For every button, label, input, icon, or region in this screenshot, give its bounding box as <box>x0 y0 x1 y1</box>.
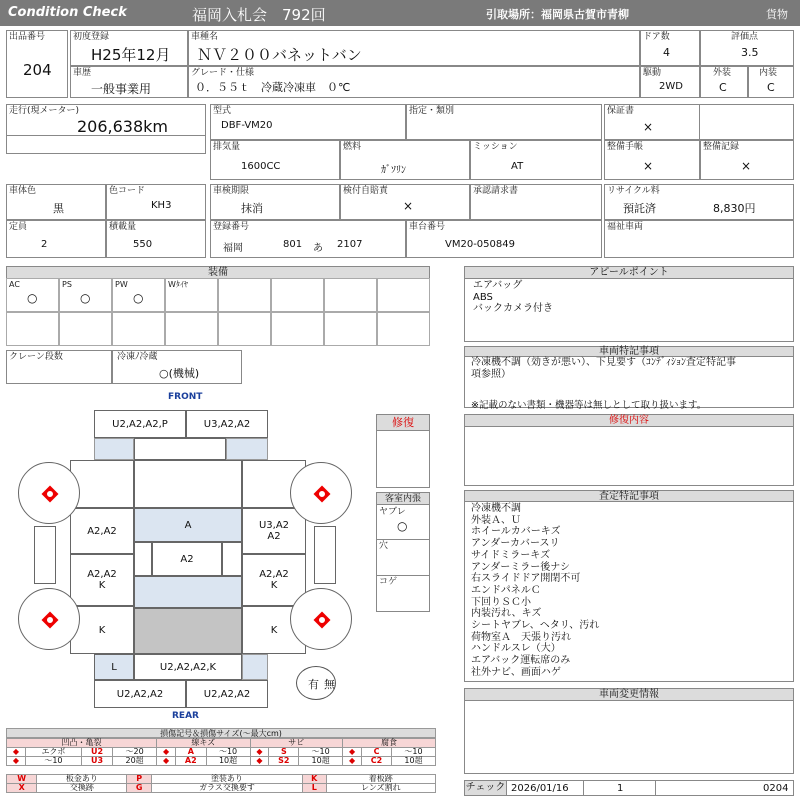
doors-value: 4 <box>663 46 670 59</box>
chassis-label: 車台番号 <box>409 222 446 232</box>
equipment-cell <box>59 312 112 346</box>
mission-value: AT <box>511 161 524 172</box>
legend-code-desc: 交換跡 <box>37 784 127 793</box>
special-title: 車両特記事項 <box>465 347 793 357</box>
panel-roof-side-right <box>222 542 242 576</box>
legend-code: W <box>7 775 37 784</box>
crane-label: クレーン段数 <box>9 352 63 362</box>
legend-group-name: サビ <box>250 739 343 748</box>
assessment-line: エンドパネルＣ <box>471 584 541 596</box>
assessment-list <box>471 503 599 679</box>
appeal-box <box>464 266 794 342</box>
color-code-value: KH3 <box>151 200 172 211</box>
assessment-line: 荷物室Ａ 天張り汚れ <box>471 631 571 643</box>
legend-code: K <box>302 775 326 784</box>
legend-code-desc: 着板跡 <box>326 775 435 784</box>
panel-right-front-door: U3,A2 A2 <box>242 508 306 554</box>
header-bar <box>0 0 800 26</box>
color-code-box <box>106 184 206 220</box>
crane-box <box>6 350 112 384</box>
wheel-marker-icon <box>314 612 331 629</box>
legend-code: S <box>269 748 299 757</box>
record-box <box>700 140 794 180</box>
appeal-list <box>473 280 553 315</box>
legend-group-name: 線キズ <box>157 739 250 748</box>
mileage-box <box>6 104 206 154</box>
welfare-label: 福祉車両 <box>607 222 644 232</box>
cabin-koge-label: コゲ <box>379 577 398 587</box>
drive-box <box>640 66 700 98</box>
assessment-line: エアバック運転席のみ <box>471 655 571 667</box>
mission-label: ミッション <box>473 142 518 152</box>
equipment-cell <box>59 278 112 312</box>
equipment-cell <box>271 278 324 312</box>
first-reg-box <box>70 30 188 66</box>
history-label: 車歴 <box>73 68 92 78</box>
repair-label: 修復 <box>377 415 429 431</box>
history-value: 一般事業用 <box>91 82 152 96</box>
panel-front-lamp-left <box>94 438 134 460</box>
exterior-label: 外装 <box>713 68 732 78</box>
panel-rear-lower-right: U2,A2,A2 <box>186 680 268 708</box>
panel-rear-glass <box>134 576 242 608</box>
grade-box <box>188 66 640 98</box>
recycle-status: 預託済 <box>623 202 656 215</box>
mileage-label: 走行(現メーター) <box>9 106 80 116</box>
equipment-cell <box>112 312 165 346</box>
legend-code: C <box>362 748 392 757</box>
score-value: 3.5 <box>741 46 759 59</box>
repair-box <box>376 414 430 488</box>
special-list <box>471 357 736 380</box>
equipment-cell <box>165 278 218 312</box>
equipment-item-value: ○ <box>80 291 91 305</box>
car-name-value: ＮＶ２００バネットバン <box>197 46 362 64</box>
special-line: 冷凍機不調（効きが悪い）、下見要す（ｺﾝﾃﾞｨｼｮﾝ査定特記事 <box>471 357 736 368</box>
equipment-item-value: ○ <box>133 291 144 305</box>
check-divider-2 <box>655 781 656 795</box>
mission-box <box>470 140 602 180</box>
legend-size: 〜10 <box>299 748 343 757</box>
legend-code-desc: レンズ割れ <box>326 784 435 793</box>
drive-label: 駆動 <box>643 68 662 78</box>
insurance-label: 検付自賠責 <box>343 186 389 196</box>
legend-code: U3 <box>81 757 112 766</box>
legend-code: X <box>7 784 37 793</box>
equipment-item-label: PW <box>115 280 128 289</box>
chassis-box <box>406 220 602 258</box>
legend-code-desc: ガラス交換要す <box>151 784 302 793</box>
legend-marker-icon: ◆ <box>250 757 269 766</box>
lot-label: 出品番号 <box>9 32 46 42</box>
legend-group-name: 凹凸・亀裂 <box>7 739 157 748</box>
legend-code: U2 <box>81 748 112 757</box>
wheel-marker-icon <box>42 612 59 629</box>
legend-code: P <box>127 775 152 784</box>
insurance-box <box>340 184 470 220</box>
legend-code: S2 <box>269 757 299 766</box>
change-info-box <box>464 688 794 774</box>
rear-label: REAR <box>172 711 199 721</box>
legend-marker-icon: ◆ <box>7 748 26 757</box>
capacity-label: 定員 <box>9 222 28 232</box>
inspection-value: 抹消 <box>241 202 263 215</box>
assessment-line: 下回りＳＣ小 <box>471 596 531 608</box>
capacity-box <box>6 220 106 258</box>
equipment-title: 装備 <box>7 267 429 279</box>
spare-tire-no: 無 <box>324 678 335 691</box>
assessment-title: 査定特記事項 <box>465 491 793 502</box>
panel-hood: A <box>134 508 242 542</box>
inspection-box <box>210 184 340 220</box>
equipment-cell <box>6 278 59 312</box>
reg-no-label: 登録番号 <box>213 222 250 232</box>
doors-box <box>640 30 700 66</box>
first-reg-value: H25年12月 <box>91 46 171 64</box>
history-box <box>70 66 188 98</box>
legend-size: エクボ <box>25 748 81 757</box>
reg-no-box <box>210 220 406 258</box>
fuel-box <box>340 140 470 180</box>
special-box <box>464 346 794 411</box>
doors-label: ドア数 <box>643 32 670 42</box>
panel-front-right: U3,A2,A2 <box>186 410 268 438</box>
recycle-box <box>604 184 794 220</box>
wheel-front-right <box>290 462 352 524</box>
interior-label: 内装 <box>759 68 778 78</box>
wheel-rear-left <box>18 588 80 650</box>
panel-left-quarter: K <box>70 606 134 654</box>
equipment-cell <box>324 278 377 312</box>
load-value: 550 <box>133 239 153 250</box>
special-note: ※記載のない書類・機器等は無しとして取り扱います。 <box>471 400 707 411</box>
exterior-value: C <box>719 81 727 94</box>
wheel-marker-icon <box>314 486 331 503</box>
legend-marker-icon: ◆ <box>343 748 362 757</box>
legend-code-desc: 板金あり <box>37 775 127 784</box>
legend-table <box>6 738 436 766</box>
equipment-cell <box>6 312 59 346</box>
wheel-front-left <box>18 462 80 524</box>
cabin-divider-1 <box>377 539 429 540</box>
appeal-title: アピールポイント <box>465 267 793 279</box>
legend-code: C2 <box>362 757 392 766</box>
equipment-item-label: PS <box>62 280 72 289</box>
panel-left-front-door: A2,A2 <box>70 508 134 554</box>
manual-box <box>604 140 700 180</box>
assessment-line: ホイールカバーキズ <box>471 526 561 538</box>
equipment-cell <box>218 278 271 312</box>
body-color-value: 黒 <box>53 202 64 215</box>
assessment-line: サイドミラーキズ <box>471 549 551 561</box>
change-info-title: 車両変更情報 <box>465 689 793 701</box>
check-number: 0204 <box>763 783 789 794</box>
legend-title: 損傷記号＆損傷サイズ(〜最大cm) <box>6 728 436 738</box>
first-reg-label: 初度登録 <box>73 32 110 42</box>
pickup-location: 引取場所：福岡県古賀市青柳 <box>486 8 629 21</box>
front-label: FRONT <box>168 392 203 402</box>
mileage-value: 206,638km <box>77 117 169 136</box>
panel-cargo-floor <box>134 608 242 654</box>
equipment-item-label: AC <box>9 280 20 289</box>
color-code-label: 色コード <box>109 186 146 196</box>
legend-code: G <box>127 784 152 793</box>
legend-size: 〜10 <box>206 748 250 757</box>
assessment-line: 社外ナビ、画面ハゲ <box>471 666 561 678</box>
fridge-value: ○(機械) <box>159 367 200 380</box>
cabin-divider-2 <box>377 575 429 576</box>
check-count: 1 <box>617 783 624 794</box>
warranty-value: × <box>643 120 654 134</box>
legend-marker-icon: ◆ <box>343 757 362 766</box>
designation-label: 指定・類別 <box>409 106 455 116</box>
check-row <box>464 780 794 796</box>
interior-value: C <box>767 81 775 94</box>
panel-rear-lamp-right <box>242 654 268 680</box>
cabin-box <box>376 492 430 612</box>
model-box <box>210 104 406 140</box>
car-name-label: 車種名 <box>191 32 219 42</box>
assessment-line: アンダーカバースリ <box>471 538 560 550</box>
grade-value: ０．５５ｔ 冷蔵冷凍車 ０℃ <box>195 81 351 94</box>
equipment-cell <box>112 278 165 312</box>
panel-roof-side-left <box>134 542 152 576</box>
assessment-line: 内装汚れ、キズ <box>471 608 542 620</box>
equipment-cell <box>165 312 218 346</box>
appeal-line: バックカメラ付き <box>473 303 553 315</box>
model-value: DBF-VM20 <box>221 120 273 131</box>
panel-cowl <box>134 460 242 508</box>
displacement-value: 1600CC <box>241 161 281 172</box>
equipment-cell <box>377 312 430 346</box>
drive-value: 2WD <box>659 81 683 92</box>
model-label: 型式 <box>213 106 232 116</box>
reg-kana: あ <box>313 243 323 254</box>
recycle-label: リサイクル料 <box>607 186 660 196</box>
lot-box <box>6 30 68 98</box>
equipment-cell <box>377 278 430 312</box>
score-box <box>700 30 794 66</box>
equipment-item-label: Wﾀｲﾔ <box>168 280 188 289</box>
fuel-label: 燃料 <box>343 142 362 152</box>
assessment-line: アンダーミラー後ナシ <box>471 561 570 573</box>
approval-label: 承認請求書 <box>473 186 519 196</box>
legend-size: 10超 <box>206 757 250 766</box>
repair-content-box <box>464 414 794 486</box>
legend-marker-icon: ◆ <box>157 748 176 757</box>
repair-content-title: 修復内容 <box>465 415 793 427</box>
fridge-label: 冷凍ﾉ冷蔵 <box>117 352 158 362</box>
mileage-divider <box>7 135 205 136</box>
record-label: 整備記録 <box>703 142 740 152</box>
legend-size: 〜10 <box>391 748 435 757</box>
panel-front-bumper <box>134 438 226 460</box>
appeal-line: ABS <box>473 291 493 303</box>
grade-label: グレード・仕様 <box>191 68 255 78</box>
panel-front-left: U2,A2,A2,P <box>94 410 186 438</box>
assessment-line: ハンドルスレ（大） <box>471 643 561 655</box>
cabin-yabure-label: ヤブレ <box>379 507 406 517</box>
legend-marker-icon: ◆ <box>157 757 176 766</box>
insurance-value: × <box>403 199 414 213</box>
displacement-label: 排気量 <box>213 142 241 152</box>
panel-left-rear-door: A2,A2 K <box>70 554 134 606</box>
equipment-cell <box>218 312 271 346</box>
check-divider-1 <box>583 781 584 795</box>
assessment-line: 右スライドドア開閉不可 <box>471 573 581 585</box>
legend-size: 10超 <box>391 757 435 766</box>
inspection-label: 車検期限 <box>213 186 250 196</box>
legend-codes <box>6 774 436 793</box>
cabin-label: 客室内張 <box>377 493 429 505</box>
capacity-value: 2 <box>41 239 48 250</box>
assessment-line: シートヤブレ、ヘタリ、汚れ <box>471 620 600 632</box>
legend-code: L <box>302 784 326 793</box>
manual-label: 整備手帳 <box>607 142 644 152</box>
reg-area: 福岡 <box>223 243 243 254</box>
wheel-marker-icon <box>42 486 59 503</box>
panel-left-front-fender <box>70 460 134 508</box>
assessment-box <box>464 490 794 682</box>
panel-rear-bumper: U2,A2,A2,K <box>134 654 242 680</box>
auction-title: 福岡入札会 792回 <box>192 6 326 24</box>
check-label: チェック <box>465 782 506 793</box>
equipment-item-value: ○ <box>27 291 38 305</box>
cabin-ana-label: 穴 <box>379 541 389 551</box>
mirror-left <box>34 526 56 584</box>
vehicle-category: 貨物 <box>766 8 788 21</box>
body-color-label: 車体色 <box>9 186 37 196</box>
check-date: 2026/01/16 <box>511 783 569 794</box>
fridge-box <box>112 350 242 384</box>
legend-size: 20超 <box>113 757 157 766</box>
equipment-cell <box>271 312 324 346</box>
panel-roof: A2 <box>152 542 222 576</box>
fuel-value: ｶﾞｿﾘﾝ <box>381 165 406 176</box>
panel-rear-lamp-left: L <box>94 654 134 680</box>
panel-right-rear-door: A2,A2 K <box>242 554 306 606</box>
reg-num: 2107 <box>337 239 363 250</box>
panel-front-lamp-right <box>226 438 268 460</box>
record-value: × <box>741 159 752 173</box>
legend-code: A <box>176 748 207 757</box>
cabin-yabure-value: ○ <box>397 519 408 533</box>
load-label: 積載量 <box>109 222 137 232</box>
designation-box <box>406 104 602 140</box>
warranty-divider <box>699 105 700 139</box>
lot-number: 204 <box>23 61 52 79</box>
legend-size: 10超 <box>299 757 343 766</box>
wheel-rear-right <box>290 588 352 650</box>
displacement-box <box>210 140 340 180</box>
car-name-box <box>188 30 640 66</box>
warranty-box <box>604 104 794 140</box>
panel-rear-lower-left: U2,A2,A2 <box>94 680 186 708</box>
legend-size: 〜20 <box>113 748 157 757</box>
spare-tire-yes: 有 <box>308 678 319 691</box>
approval-box <box>470 184 602 220</box>
appeal-line: エアバッグ <box>473 280 523 291</box>
panel-right-quarter: K <box>242 606 306 654</box>
load-box <box>106 220 206 258</box>
legend-marker-icon: ◆ <box>250 748 269 757</box>
interior-box <box>748 66 794 98</box>
brand-title: Condition Check <box>8 5 127 20</box>
manual-value: × <box>643 159 654 173</box>
special-line: 項参照） <box>471 368 511 380</box>
equipment-cell <box>324 312 377 346</box>
recycle-fee: 8,830円 <box>713 202 756 215</box>
legend-size: 〜10 <box>25 757 81 766</box>
exterior-box <box>700 66 748 98</box>
legend-marker-icon: ◆ <box>7 757 26 766</box>
assessment-line: 冷凍機不調 <box>471 503 521 514</box>
assessment-line: 外装Ａ、Ｕ <box>471 514 521 526</box>
mirror-right <box>314 526 336 584</box>
legend-group-name: 腐食 <box>343 739 436 748</box>
reg-class: 801 <box>283 239 303 250</box>
legend-code: A2 <box>176 757 207 766</box>
chassis-value: VM20-050849 <box>445 239 515 250</box>
welfare-box <box>604 220 794 258</box>
score-label: 評価点 <box>731 32 759 42</box>
legend-code-desc: 塗装あり <box>151 775 302 784</box>
warranty-label: 保証書 <box>607 106 635 116</box>
body-color-box <box>6 184 106 220</box>
